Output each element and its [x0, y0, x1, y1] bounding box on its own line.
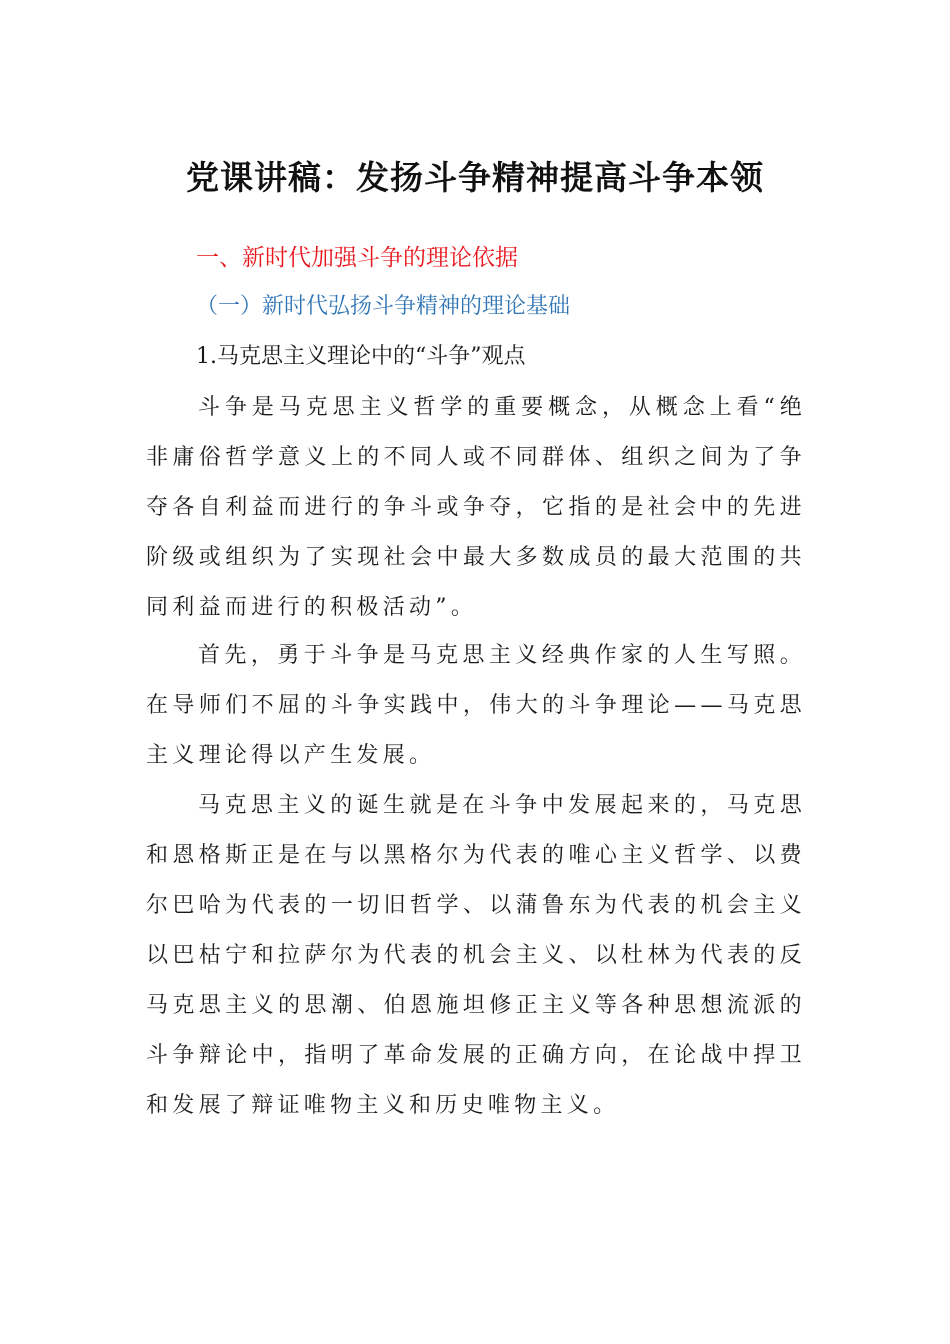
subsection-heading: （一）新时代弘扬斗争精神的理论基础: [196, 294, 571, 319]
body-paragraph: 斗争是马克思主义哲学的重要概念，从概念上看“绝非庸俗哲学意义上的不同人或不同群体、组织之间为了争夺各自利益而进行的争斗或争夺，它指的是社会中的先进阶级或组织为了实现社会中最大多数成员的最大范围的共同利益而进行的积极活动”。: [146, 395, 806, 620]
body-paragraph: 马克思主义的诞生就是在斗争中发展起来的，马克思和恩格斯正是在与以黑格尔为代表的唯心主义哲学、以费尔巴哈为代表的一切旧哲学、以蒲鲁东为代表的机会主义以巴枯宁和拉萨尔为代表的机会主义、以杜林为代表的反马克思主义的思潮、伯恩施坦修正主义等各种思想流派的斗争辩论中，指明了革命发展的正确方向，在论战中捍卫和发展了辩证唯物主义和历史唯物主义。: [146, 793, 806, 1118]
point-heading: 1.马克思主义理论中的“斗争”观点: [196, 344, 526, 369]
body-paragraph: 首先，勇于斗争是马克思主义经典作家的人生写照。在导师们不屈的斗争实践中，伟大的斗争理论——马克思主义理论得以产生发展。: [146, 643, 806, 768]
section-heading: 一、新时代加强斗争的理论依据: [196, 245, 518, 271]
document-title: 党课讲稿：发扬斗争精神提高斗争本领: [186, 158, 764, 197]
